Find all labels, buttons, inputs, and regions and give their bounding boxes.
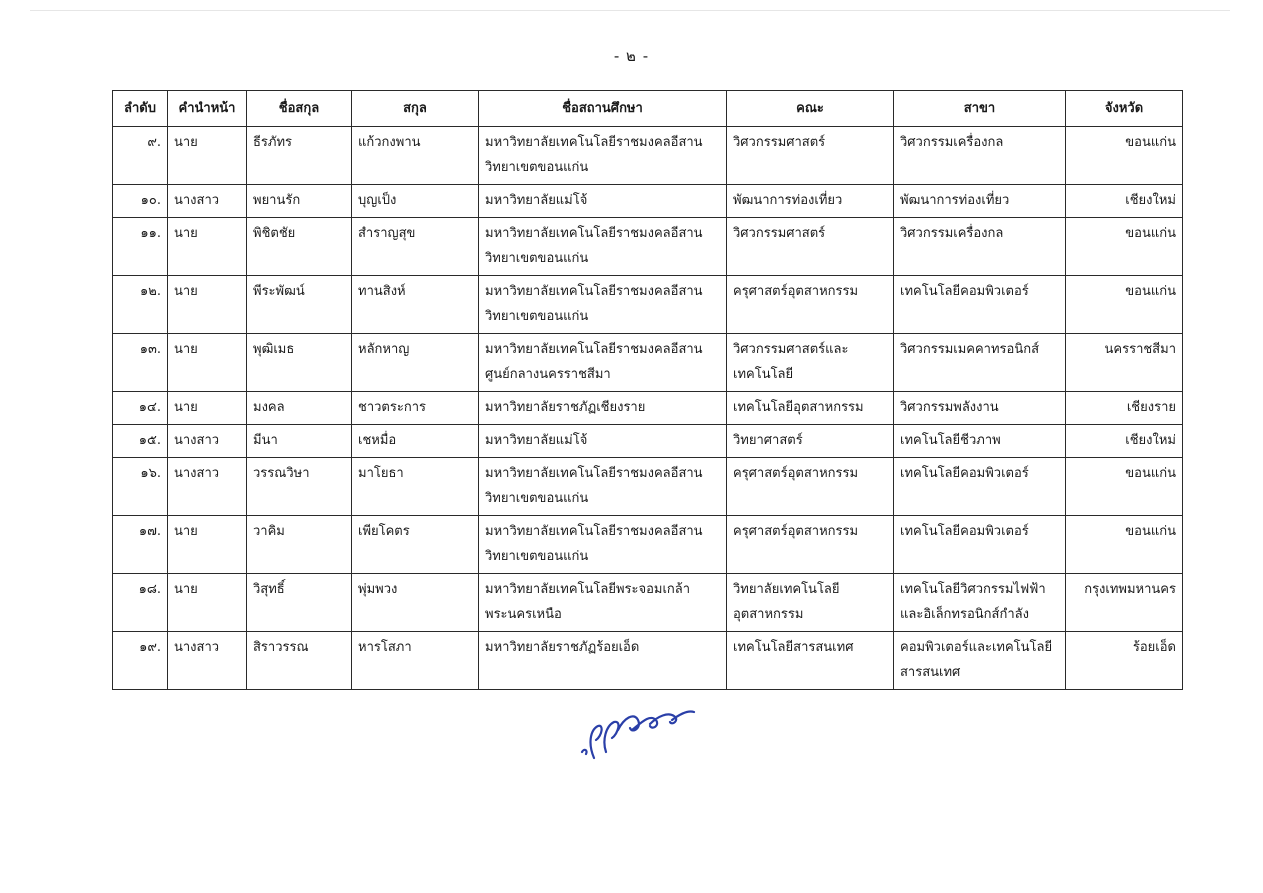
col-header-institution: ชื่อสถานศึกษา bbox=[479, 91, 727, 127]
cell-order: ๑๖. bbox=[113, 458, 168, 516]
table-row bbox=[113, 632, 1183, 690]
cell-institution: มหาวิทยาลัยราชภัฏร้อยเอ็ด bbox=[479, 632, 727, 690]
cell-major: เทคโนโลยีคอมพิวเตอร์ bbox=[894, 458, 1066, 516]
signature bbox=[572, 700, 702, 762]
cell-faculty: วิทยาลัยเทคโนโลยี อุตสาหกรรม bbox=[727, 574, 894, 632]
cell-major: เทคโนโลยีชีวภาพ bbox=[894, 425, 1066, 458]
cell-surname: หลักหาญ bbox=[352, 334, 479, 392]
cell-order: ๑๐. bbox=[113, 185, 168, 218]
roster-table bbox=[112, 90, 1183, 690]
cell-institution: มหาวิทยาลัยเทคโนโลยีราชมงคลอีสาน วิทยาเขตขอนแก่น bbox=[479, 127, 727, 185]
col-header-province: จังหวัด bbox=[1066, 91, 1183, 127]
cell-institution: มหาวิทยาลัยเทคโนโลยีพระจอมเกล้า พระนครเหนือ bbox=[479, 574, 727, 632]
table-row bbox=[113, 276, 1183, 334]
cell-faculty: ครุศาสตร์อุตสาหกรรม bbox=[727, 458, 894, 516]
cell-first-name: พิชิตชัย bbox=[247, 218, 352, 276]
cell-major: พัฒนาการท่องเที่ยว bbox=[894, 185, 1066, 218]
cell-major: คอมพิวเตอร์และเทคโนโลยี สารสนเทศ bbox=[894, 632, 1066, 690]
cell-order: ๑๔. bbox=[113, 392, 168, 425]
cell-title: นาย bbox=[168, 276, 247, 334]
cell-province: กรุงเทพมหานคร bbox=[1066, 574, 1183, 632]
cell-order: ๑๑. bbox=[113, 218, 168, 276]
cell-title: นาย bbox=[168, 127, 247, 185]
cell-order: ๑๒. bbox=[113, 276, 168, 334]
cell-institution: มหาวิทยาลัยราชภัฏเชียงราย bbox=[479, 392, 727, 425]
cell-title: นาย bbox=[168, 334, 247, 392]
cell-major: วิศวกรรมพลังงาน bbox=[894, 392, 1066, 425]
cell-institution: มหาวิทยาลัยเทคโนโลยีราชมงคลอีสาน ศูนย์กลางนครราชสีมา bbox=[479, 334, 727, 392]
cell-first-name: พุฒิเมธ bbox=[247, 334, 352, 392]
cell-title: นางสาว bbox=[168, 632, 247, 690]
cell-institution: มหาวิทยาลัยเทคโนโลยีราชมงคลอีสาน วิทยาเขตขอนแก่น bbox=[479, 276, 727, 334]
cell-first-name: พีระพัฒน์ bbox=[247, 276, 352, 334]
cell-faculty: พัฒนาการท่องเที่ยว bbox=[727, 185, 894, 218]
cell-province: เชียงราย bbox=[1066, 392, 1183, 425]
cell-surname: แก้วกงพาน bbox=[352, 127, 479, 185]
cell-order: ๑๕. bbox=[113, 425, 168, 458]
cell-institution: มหาวิทยาลัยเทคโนโลยีราชมงคลอีสาน วิทยาเขตขอนแก่น bbox=[479, 516, 727, 574]
cell-surname: สำราญสุข bbox=[352, 218, 479, 276]
cell-title: นางสาว bbox=[168, 185, 247, 218]
cell-province: นครราชสีมา bbox=[1066, 334, 1183, 392]
cell-first-name: มีนา bbox=[247, 425, 352, 458]
cell-order: ๑๗. bbox=[113, 516, 168, 574]
col-header-order: ลำดับ bbox=[113, 91, 168, 127]
cell-surname: ทานสิงห์ bbox=[352, 276, 479, 334]
page-number: - ๒ - bbox=[613, 47, 650, 65]
cell-major: เทคโนโลยีวิศวกรรมไฟฟ้า และอิเล็กทรอนิกส์กำลัง bbox=[894, 574, 1066, 632]
cell-institution: มหาวิทยาลัยแม่โจ้ bbox=[479, 425, 727, 458]
cell-province: ขอนแก่น bbox=[1066, 276, 1183, 334]
cell-faculty: เทคโนโลยีสารสนเทศ bbox=[727, 632, 894, 690]
cell-faculty: เทคโนโลยีอุตสาหกรรม bbox=[727, 392, 894, 425]
table-row bbox=[113, 516, 1183, 574]
cell-major: วิศวกรรมเครื่องกล bbox=[894, 218, 1066, 276]
table-row bbox=[113, 185, 1183, 218]
cell-province: ขอนแก่น bbox=[1066, 218, 1183, 276]
scan-edge-line bbox=[30, 10, 1230, 11]
cell-major: เทคโนโลยีคอมพิวเตอร์ bbox=[894, 276, 1066, 334]
cell-province: เชียงใหม่ bbox=[1066, 185, 1183, 218]
cell-major: วิศวกรรมเครื่องกล bbox=[894, 127, 1066, 185]
table-row bbox=[113, 334, 1183, 392]
cell-surname: มาโยธา bbox=[352, 458, 479, 516]
cell-first-name: มงคล bbox=[247, 392, 352, 425]
cell-province: ขอนแก่น bbox=[1066, 458, 1183, 516]
col-header-major: สาขา bbox=[894, 91, 1066, 127]
table-row bbox=[113, 458, 1183, 516]
table-row bbox=[113, 127, 1183, 185]
col-header-first-name: ชื่อสกุล bbox=[247, 91, 352, 127]
table-row bbox=[113, 574, 1183, 632]
table-body bbox=[113, 127, 1183, 690]
cell-order: ๑๓. bbox=[113, 334, 168, 392]
cell-title: นางสาว bbox=[168, 425, 247, 458]
cell-major: เทคโนโลยีคอมพิวเตอร์ bbox=[894, 516, 1066, 574]
cell-first-name: สิราวรรณ bbox=[247, 632, 352, 690]
cell-surname: หารโสภา bbox=[352, 632, 479, 690]
cell-province: ขอนแก่น bbox=[1066, 127, 1183, 185]
cell-surname: พุ่มพวง bbox=[352, 574, 479, 632]
cell-faculty: ครุศาสตร์อุตสาหกรรม bbox=[727, 276, 894, 334]
cell-surname: เชหมื่อ bbox=[352, 425, 479, 458]
cell-first-name: ธีรภัทร bbox=[247, 127, 352, 185]
cell-faculty: วิทยาศาสตร์ bbox=[727, 425, 894, 458]
cell-first-name: วาคิม bbox=[247, 516, 352, 574]
cell-province: เชียงใหม่ bbox=[1066, 425, 1183, 458]
cell-faculty: ครุศาสตร์อุตสาหกรรม bbox=[727, 516, 894, 574]
cell-first-name: วรรณวิษา bbox=[247, 458, 352, 516]
cell-order: ๑๙. bbox=[113, 632, 168, 690]
table-row bbox=[113, 218, 1183, 276]
table-row bbox=[113, 392, 1183, 425]
col-header-title: คำนำหน้า bbox=[168, 91, 247, 127]
cell-surname: บุญเป็ง bbox=[352, 185, 479, 218]
cell-first-name: วิสุทธิ์ bbox=[247, 574, 352, 632]
table-row bbox=[113, 425, 1183, 458]
cell-surname: เพียโคตร bbox=[352, 516, 479, 574]
cell-faculty: วิศวกรรมศาสตร์ bbox=[727, 127, 894, 185]
cell-province: ร้อยเอ็ด bbox=[1066, 632, 1183, 690]
cell-major: วิศวกรรมเมคคาทรอนิกส์ bbox=[894, 334, 1066, 392]
cell-order: ๑๘. bbox=[113, 574, 168, 632]
cell-institution: มหาวิทยาลัยแม่โจ้ bbox=[479, 185, 727, 218]
cell-first-name: พยานรัก bbox=[247, 185, 352, 218]
cell-faculty: วิศวกรรมศาสตร์ bbox=[727, 218, 894, 276]
cell-surname: ชาวตระการ bbox=[352, 392, 479, 425]
col-header-faculty: คณะ bbox=[727, 91, 894, 127]
cell-province: ขอนแก่น bbox=[1066, 516, 1183, 574]
header-row bbox=[113, 91, 1183, 127]
cell-title: นาย bbox=[168, 574, 247, 632]
cell-faculty: วิศวกรรมศาสตร์และ เทคโนโลยี bbox=[727, 334, 894, 392]
cell-institution: มหาวิทยาลัยเทคโนโลยีราชมงคลอีสาน วิทยาเขตขอนแก่น bbox=[479, 458, 727, 516]
cell-title: นาย bbox=[168, 392, 247, 425]
cell-order: ๙. bbox=[113, 127, 168, 185]
cell-title: นาย bbox=[168, 516, 247, 574]
cell-title: นางสาว bbox=[168, 458, 247, 516]
cell-title: นาย bbox=[168, 218, 247, 276]
col-header-surname: สกุล bbox=[352, 91, 479, 127]
cell-institution: มหาวิทยาลัยเทคโนโลยีราชมงคลอีสาน วิทยาเขตขอนแก่น bbox=[479, 218, 727, 276]
